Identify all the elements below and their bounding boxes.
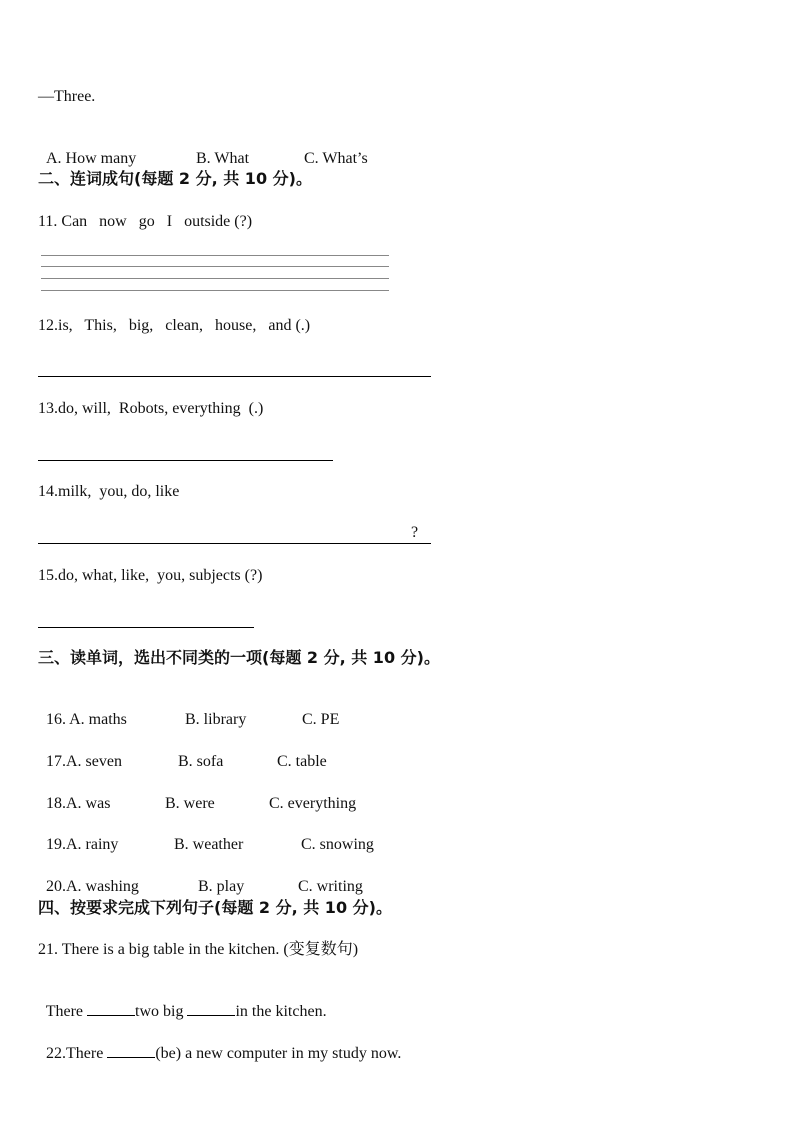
q21-blank-2[interactable] — [187, 1001, 235, 1016]
q10-options — [38, 129, 368, 169]
q22-text-a: 22.There — [46, 1045, 104, 1062]
question-13: 13.do, will, Robots, everything (.) — [38, 400, 264, 417]
question-22 — [38, 1023, 401, 1064]
q19-option-b: B. weather — [174, 836, 244, 853]
q21-text-a: There — [45, 1003, 84, 1020]
writing-line-3 — [41, 278, 389, 279]
q18-option-c: C. everything — [269, 795, 357, 812]
section-4-title: 四、按要求完成下列句子(每题 2 分, 共 10 分)。 — [38, 898, 392, 917]
option-c: C. What’s — [304, 150, 368, 167]
q16-option-c: C. PE — [302, 711, 340, 728]
q17-option-b: B. sofa — [178, 753, 224, 770]
q22-text-b: (be) a new computer in my study now. — [155, 1045, 402, 1062]
q19-option-c: C. snowing — [301, 836, 374, 853]
answer-line-15 — [38, 627, 254, 628]
q21-text-c: in the kitchen. — [235, 1003, 327, 1020]
q20-option-c: C. writing — [298, 878, 363, 895]
answer-line-13 — [38, 460, 333, 461]
previous-answer-line: —Three. — [38, 88, 96, 105]
section-2-title: 二、连词成句(每题 2 分, 共 10 分)。 — [38, 169, 312, 188]
q22-blank[interactable] — [107, 1043, 155, 1058]
question-18 — [38, 774, 356, 814]
question-12: 12.is, This, big, clean, house, and (.) — [38, 317, 311, 334]
question-11: 11. Can now go I outside (?) — [38, 213, 253, 230]
question-15: 15.do, what, like, you, subjects (?) — [38, 567, 263, 584]
q17-option-a: 17.A. seven — [46, 753, 122, 770]
question-14: 14.milk, you, do, like — [38, 483, 180, 500]
q17-option-c: C. table — [277, 753, 327, 770]
writing-line-1 — [41, 255, 389, 256]
q16-option-b: B. library — [185, 711, 247, 728]
question-17 — [38, 732, 327, 772]
q16-option-a: 16. A. maths — [46, 711, 127, 728]
answer-line-12 — [38, 376, 431, 377]
question-21-answer — [38, 981, 327, 1022]
q20-option-b: B. play — [198, 878, 245, 895]
question-16 — [38, 690, 339, 730]
q19-option-a: 19.A. rainy — [46, 836, 119, 853]
option-a: A. How many — [46, 150, 137, 167]
question-21: 21. There is a big table in the kitchen. (变复数句) — [38, 941, 359, 958]
question-20 — [38, 857, 363, 897]
q21-blank-1[interactable] — [87, 1001, 135, 1016]
writing-line-4 — [41, 290, 389, 291]
question-mark-14: ? — [411, 524, 419, 541]
q18-option-a: 18.A. was — [46, 795, 111, 812]
option-b: B. What — [196, 150, 250, 167]
q18-option-b: B. were — [165, 795, 215, 812]
answer-line-14 — [38, 543, 431, 544]
q20-option-a: 20.A. washing — [46, 878, 139, 895]
section-3-title: 三、读单词，选出不同类的一项(每题 2 分, 共 10 分)。 — [38, 648, 440, 667]
writing-line-2 — [41, 266, 389, 267]
q21-text-b: two big — [135, 1003, 184, 1020]
question-19 — [38, 815, 374, 855]
